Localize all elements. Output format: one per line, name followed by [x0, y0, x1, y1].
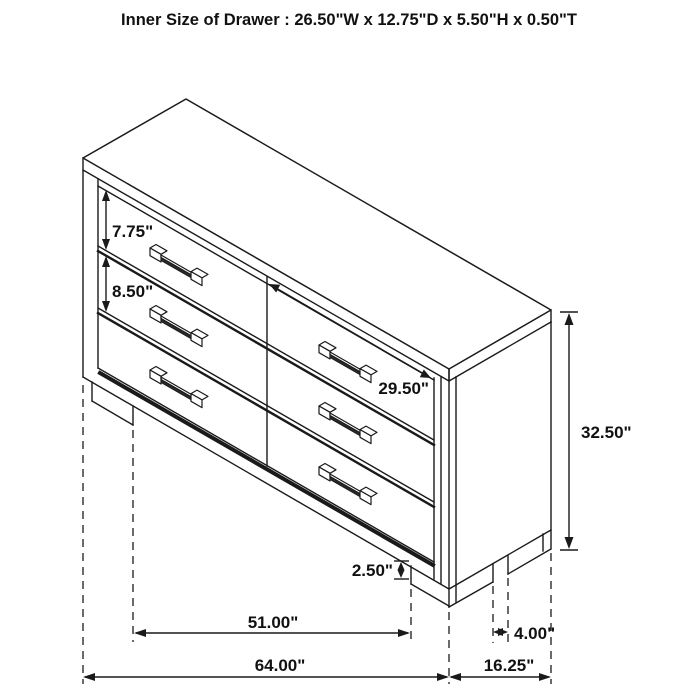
dim-drawer-width-label: 29.50": [378, 379, 429, 398]
drawer-handle-right-middle: [319, 403, 377, 444]
dim-base-clearance-label: 2.50": [351, 561, 393, 580]
dim-middle-drawer-height-label: 8.50": [112, 282, 154, 301]
dim-overall-width: [83, 656, 449, 681]
drawer-handle-left-top: [150, 245, 208, 286]
dim-base-clearance: [352, 561, 409, 580]
dim-top-drawer-height-label: 7.75": [112, 222, 154, 241]
dim-overall-height: [560, 312, 632, 550]
dim-top-drawer-height: [102, 190, 153, 250]
dim-leg-notch-label: 4.00": [514, 624, 556, 643]
drawer-handle-left-middle: [150, 306, 208, 347]
dim-middle-drawer-height: [102, 256, 153, 312]
dim-leg-span-label: 51.00": [247, 613, 299, 632]
dim-overall-width-label: 64.00": [254, 656, 306, 675]
diagram-title: Inner Size of Drawer : 26.50"W x 12.75"D x 5.50"H x 0.50"T: [121, 11, 577, 29]
dim-overall-depth-label: 16.25": [483, 656, 535, 675]
dresser-right-face: [449, 322, 551, 607]
drawer-handle-right-top: [319, 342, 377, 383]
dim-overall-depth: [449, 656, 551, 681]
dresser-top-face: [83, 99, 551, 381]
dim-overall-height-label: 32.50": [581, 423, 632, 442]
dim-leg-notch: [493, 624, 555, 643]
dim-leg-span: [134, 613, 410, 637]
extension-lines: [83, 385, 551, 684]
